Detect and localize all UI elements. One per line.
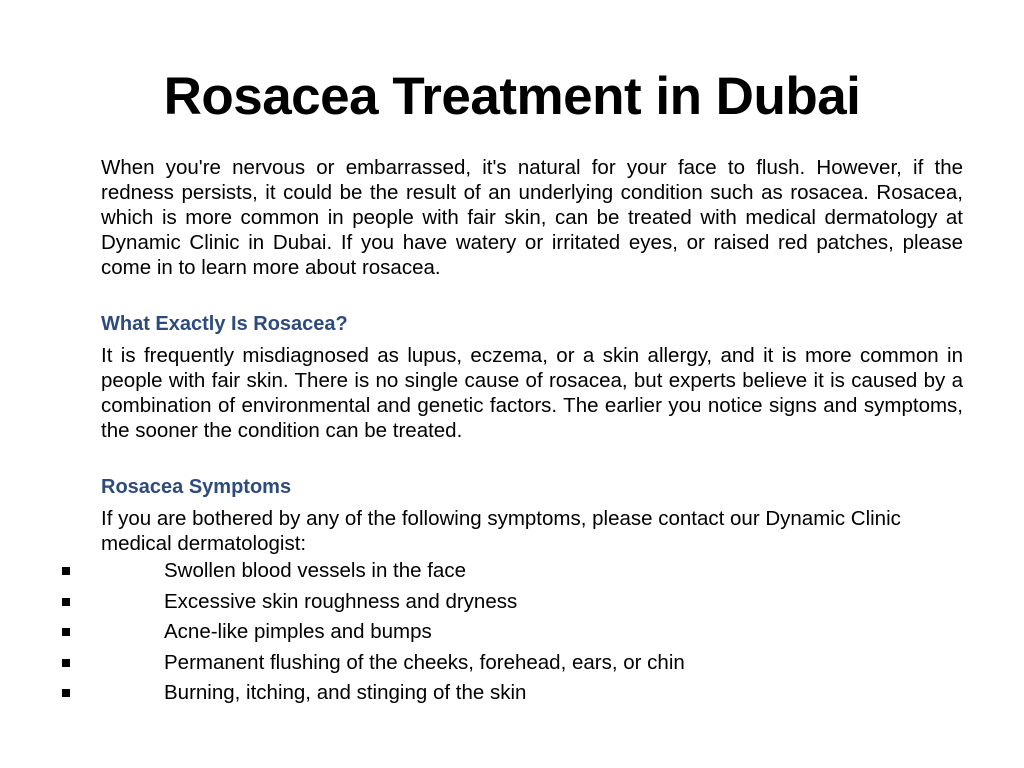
section-heading-what-is-rosacea: What Exactly Is Rosacea? [101, 313, 348, 335]
square-bullet-icon [62, 628, 70, 636]
list-item [101, 648, 963, 679]
section-body-symptoms: If you are bothered by any of the following symptoms, please contact our Dynamic Clinic medical dermatologist: [101, 507, 901, 555]
square-bullet-icon [62, 659, 70, 667]
page-title: Rosacea Treatment in Dubai [163, 67, 861, 126]
intro-paragraph: When you're nervous or embarrassed, it's natural for your face to flush. However, if the redness persists, it could be the result of an underlying condition such as rosacea. Rosacea, which is more common in people with fair skin, can be treated with medical dermatology at Dynamic Clinic in Dubai. If you have watery or irritated eyes, or raised red patches, please come in to learn more about rosacea. [101, 156, 963, 279]
symptom-text: Excessive skin roughness and dryness [164, 589, 518, 613]
symptom-text: Burning, itching, and stinging of the skin [164, 681, 527, 704]
list-item [101, 678, 963, 709]
list-item [101, 587, 963, 618]
square-bullet-icon [62, 567, 70, 575]
symptom-text: Acne-like pimples and bumps [164, 620, 432, 643]
list-item [101, 556, 963, 587]
symptom-text: Permanent flushing of the cheeks, forehead, ears, or chin [164, 650, 685, 674]
section-heading-symptoms: Rosacea Symptoms [101, 476, 292, 498]
symptoms-list [101, 556, 963, 709]
list-item [101, 617, 963, 648]
slide-content [101, 155, 963, 709]
square-bullet-icon [62, 598, 70, 606]
section-body-what-is-rosacea: It is frequently misdiagnosed as lupus, eczema, or a skin allergy, and it is more common in people with fair skin. There is no single cause of rosacea, but experts believe it is caused by a combination of environmental and genetic factors. The earlier you notice signs and symptoms, the sooner the condition can be treated. [101, 344, 963, 442]
square-bullet-icon [62, 689, 70, 697]
symptom-text: Swollen blood vessels in the face [164, 559, 466, 582]
